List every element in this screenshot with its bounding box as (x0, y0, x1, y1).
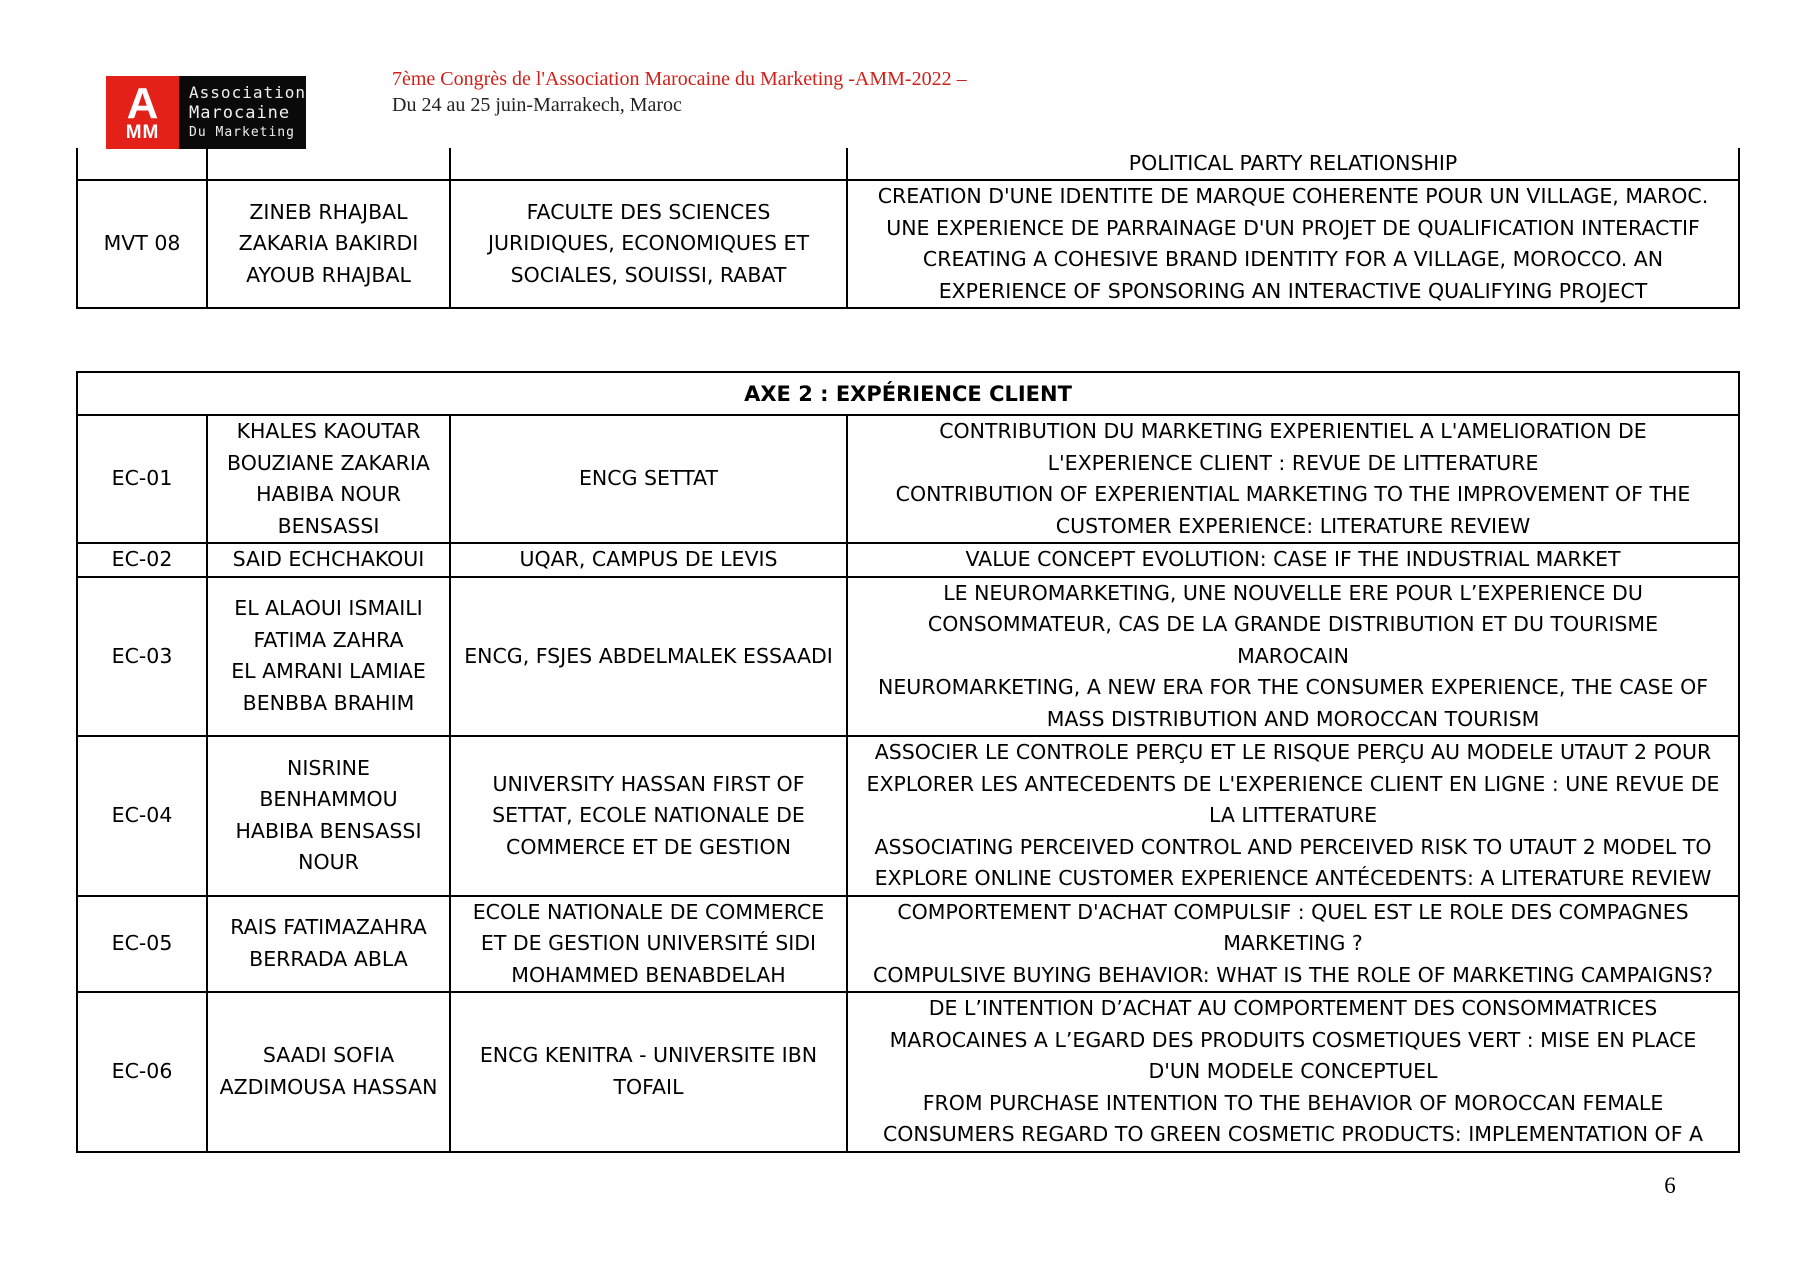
title-line: UNE EXPERIENCE DE PARRAINAGE D'UN PROJET DE QUALIFICATION INTERACTIF (886, 215, 1700, 240)
paper-code: EC-02 (77, 543, 207, 577)
title-line: CUSTOMER EXPERIENCE: LITERATURE REVIEW (1055, 513, 1531, 538)
institution-line: FACULTE DES SCIENCES (526, 199, 771, 224)
title-line: EXPERIENCE OF SPONSORING AN INTERACTIVE QUALIFYING PROJECT (938, 278, 1648, 303)
congress-date: Du 24 au 25 juin-Marrakech, Maroc (392, 94, 682, 116)
institution-line: UNIVERSITY HASSAN FIRST OF (492, 771, 805, 796)
title-line: CONTRIBUTION DU MARKETING EXPERIENTIEL A L'AMELIORATION DE (939, 419, 1647, 443)
paper-authors (207, 148, 450, 180)
author-line: BENBBA BRAHIM (242, 690, 415, 715)
title-line: ASSOCIATING PERCEIVED CONTROL AND PERCEIVED RISK TO UTAUT 2 MODEL TO (874, 834, 1712, 859)
title-line: D'UN MODELE CONCEPTUEL (1148, 1059, 1438, 1083)
logo-mark (106, 76, 179, 149)
page-number: 6 (1664, 1173, 1676, 1198)
axis-heading: AXE 2 : EXPÉRIENCE CLIENT (77, 372, 1739, 415)
title-line: MAROCAIN (1237, 643, 1349, 668)
table-row (77, 148, 1739, 180)
institution-line: SETTAT, ECOLE NATIONALE DE (492, 803, 805, 827)
title-line: CONSUMERS REGARD TO GREEN COSMETIC PRODUCTS: IMPLEMENTATION OF A (882, 1122, 1704, 1146)
title-line: POLITICAL PARTY RELATIONSHIP (1128, 151, 1458, 175)
institution-line: ECOLE NATIONALE DE COMMERCE (472, 899, 825, 924)
paper-code: EC-06 (77, 992, 207, 1152)
author-line: EL ALAOUI ISMAILI (234, 596, 423, 621)
institution-line: JURIDIQUES, ECONOMIQUES ET (487, 231, 809, 256)
title-line: ASSOCIER LE CONTROLE PERÇU ET LE RISQUE PERÇU AU MODELE UTAUT 2 POUR (874, 740, 1712, 764)
paper-title (847, 577, 1739, 737)
title-line: FROM PURCHASE INTENTION TO THE BEHAVIOR OF MOROCCAN FEMALE (922, 1090, 1664, 1115)
title-line: COMPORTEMENT D'ACHAT COMPULSIF : QUEL EST LE ROLE DES COMPAGNES (897, 899, 1689, 924)
author-line: HABIBA BENSASSI (235, 818, 422, 843)
paper-institution (450, 543, 847, 577)
title-line: CREATION D'UNE IDENTITE DE MARQUE COHERENTE POUR UN VILLAGE, MAROC. (877, 184, 1709, 208)
author-line: SAID ECHCHAKOUI (232, 547, 425, 571)
title-line: CONTRIBUTION OF EXPERIENTIAL MARKETING TO THE IMPROVEMENT OF THE (895, 482, 1691, 506)
paper-authors (207, 543, 450, 577)
logo-initial-a: A (126, 78, 159, 128)
axis-2-table (76, 371, 1740, 1153)
paper-code: EC-03 (77, 577, 207, 737)
title-line: COMPULSIVE BUYING BEHAVIOR: WHAT IS THE ROLE OF MARKETING CAMPAIGNS? (873, 962, 1713, 987)
paper-institution (450, 148, 847, 180)
continued-papers-body (77, 148, 1739, 308)
title-line: LE NEUROMARKETING, UNE NOUVELLE ERE POUR L’EXPERIENCE DU (943, 580, 1643, 605)
paper-authors (207, 577, 450, 737)
title-line: MARKETING ? (1223, 931, 1363, 955)
author-line: NISRINE (287, 755, 370, 780)
institution-line: ET DE GESTION UNIVERSITÉ SIDI (480, 931, 817, 955)
paper-code: EC-05 (77, 896, 207, 993)
author-line: NOUR (298, 850, 359, 875)
institution-line: ENCG, FSJES ABDELMALEK ESSAADI (464, 643, 833, 668)
title-line: NEUROMARKETING, A NEW ERA FOR THE CONSUMER EXPERIENCE, THE CASE OF (878, 675, 1708, 699)
paper-title (847, 180, 1739, 308)
logo-initial-mm: MM (125, 121, 160, 143)
paper-institution (450, 180, 847, 308)
paper-title (847, 736, 1739, 896)
paper-authors (207, 415, 450, 543)
paper-code: EC-01 (77, 415, 207, 543)
paper-institution (450, 896, 847, 993)
author-line: RAIS FATIMAZAHRA (230, 915, 427, 940)
title-line: EXPLORE ONLINE CUSTOMER EXPERIENCE ANTÉCEDENTS: A LITERATURE REVIEW (874, 866, 1712, 890)
author-line: SAADI SOFIA (262, 1043, 395, 1068)
author-line: EL AMRANI LAMIAE (231, 659, 426, 684)
institution-line: TOFAIL (613, 1074, 684, 1099)
table-row (77, 992, 1739, 1152)
title-line: MASS DISTRIBUTION AND MOROCCAN TOURISM (1046, 706, 1540, 731)
paper-institution (450, 736, 847, 896)
author-line: HABIBA NOUR (256, 482, 401, 506)
institution-line: MOHAMMED BENABDELAH (511, 962, 786, 987)
institution-line: SOCIALES, SOUISSI, RABAT (510, 262, 787, 287)
table-row (77, 577, 1739, 737)
paper-code (77, 148, 207, 180)
paper-title (847, 415, 1739, 543)
institution-line: COMMERCE ET DE GESTION (506, 834, 791, 859)
table-row (77, 736, 1739, 896)
author-line: BENHAMMOU (259, 787, 398, 812)
paper-institution (450, 415, 847, 543)
author-line: AYOUB RHAJBAL (246, 262, 411, 287)
table-row (77, 180, 1739, 308)
institution-line: ENCG KENITRA - UNIVERSITE IBN (479, 1043, 818, 1068)
paper-authors (207, 896, 450, 993)
paper-title (847, 896, 1739, 993)
title-line: CREATING A COHESIVE BRAND IDENTITY FOR A VILLAGE, MOROCCO. AN (922, 247, 1664, 271)
institution-line: ENCG SETTAT (578, 466, 718, 491)
continued-papers-table (76, 148, 1740, 309)
paper-institution (450, 992, 847, 1152)
logo-line-1: Association (189, 82, 306, 102)
congress-title: 7ème Congrès de l'Association Marocaine du Marketing -AMM-2022 – (392, 68, 967, 90)
logo-wordmark (179, 76, 306, 149)
author-line: BENSASSI (277, 513, 380, 538)
institution-line: UQAR, CAMPUS DE LEVIS (519, 547, 778, 571)
author-line: FATIMA ZAHRA (253, 627, 404, 652)
paper-title (847, 543, 1739, 577)
association-logo (106, 76, 306, 149)
title-line: LA LITTERATURE (1208, 803, 1378, 827)
paper-authors (207, 992, 450, 1152)
paper-authors (207, 180, 450, 308)
logo-line-3: Du Marketing (189, 124, 295, 140)
table-row (77, 896, 1739, 993)
table-row (77, 415, 1739, 543)
paper-institution (450, 577, 847, 737)
paper-code: EC-04 (77, 736, 207, 896)
author-line: ZAKARIA BAKIRDI (238, 231, 419, 256)
axis-heading-row (77, 372, 1739, 415)
logo-line-2: Marocaine (189, 102, 291, 123)
paper-authors (207, 736, 450, 896)
congress-heading (392, 66, 967, 118)
title-line: L'EXPERIENCE CLIENT : REVUE DE LITTERATURE (1047, 450, 1539, 475)
author-line: BERRADA ABLA (249, 946, 408, 971)
title-line: EXPLORER LES ANTECEDENTS DE L'EXPERIENCE CLIENT EN LIGNE : UNE REVUE DE (866, 771, 1720, 796)
axis-2-body (77, 415, 1739, 1152)
author-line: BOUZIANE ZAKARIA (227, 450, 430, 475)
title-line: MAROCAINES A L’EGARD DES PRODUITS COSMETIQUES VERT : MISE EN PLACE (889, 1027, 1697, 1052)
paper-title (847, 992, 1739, 1152)
title-line: DE L’INTENTION D’ACHAT AU COMPORTEMENT DES CONSOMMATRICES (928, 996, 1658, 1020)
author-line: KHALES KAOUTAR (236, 419, 421, 443)
author-line: AZDIMOUSA HASSAN (219, 1074, 438, 1099)
table-row (77, 543, 1739, 577)
title-line: VALUE CONCEPT EVOLUTION: CASE IF THE INDUSTRIAL MARKET (965, 547, 1621, 571)
author-line: ZINEB RHAJBAL (249, 199, 408, 224)
paper-title (847, 148, 1739, 180)
title-line: CONSOMMATEUR, CAS DE LA GRANDE DISTRIBUTION ET DU TOURISME (927, 612, 1659, 636)
paper-code: MVT 08 (77, 180, 207, 308)
